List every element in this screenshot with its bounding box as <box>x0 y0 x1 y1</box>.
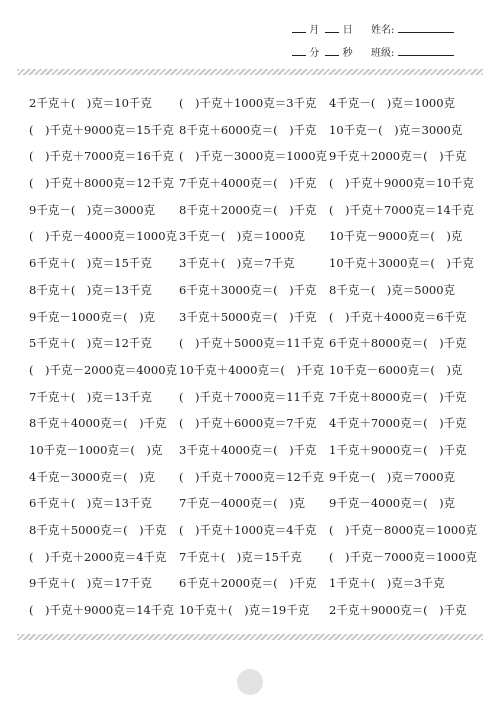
problem-item: 9千克－( )克＝7000克 <box>329 469 456 484</box>
problem-item: 8千克＋5000克＝( )千克 <box>29 523 167 537</box>
problem-item: 9千克－4000克＝( )克 <box>329 496 456 511</box>
day-blank[interactable] <box>325 22 339 33</box>
problem-item: 9千克＋( )克＝17千克 <box>29 576 152 591</box>
month-blank[interactable] <box>292 22 306 33</box>
date-line <box>292 21 353 36</box>
problem-item: 10千克－( )克＝3000克 <box>329 122 463 137</box>
problem-item: ( )千克＋9000克＝10千克 <box>329 176 474 191</box>
problem-item: 6千克＋3000克＝( )千克 <box>179 282 317 297</box>
name-line <box>371 21 454 36</box>
problem-item: ( )千克＋7000克＝16千克 <box>29 149 174 164</box>
problem-item: 8千克－( )克＝5000克 <box>329 282 456 297</box>
problem-item: 4千克＋7000克＝( )千克 <box>329 416 467 431</box>
problem-item: 4千克－3000克＝( )克 <box>29 469 156 484</box>
problem-item: 8千克＋( )克＝13千克 <box>29 282 152 297</box>
problem-grid <box>29 94 478 628</box>
problem-item: 8千克＋4000克＝( )千克 <box>29 416 167 431</box>
problem-item: 8千克＋6000克＝( )千克 <box>179 122 317 137</box>
name-label: 姓名: <box>371 25 395 36</box>
day-label: 日 <box>342 25 353 36</box>
name-blank[interactable] <box>398 22 454 33</box>
problem-item: 10千克＋3000克＝( )千克 <box>329 256 474 271</box>
problem-item: 7千克＋( )克＝13千克 <box>29 389 152 404</box>
problem-item: ( )千克－2000克＝4000克 <box>29 362 178 377</box>
second-blank[interactable] <box>325 45 339 56</box>
problem-item: 3千克－( )克＝1000克 <box>179 229 306 244</box>
problem-item: 7千克＋4000克＝( )千克 <box>179 176 317 191</box>
problem-item: 10千克－6000克＝( )克 <box>329 362 463 377</box>
problem-item: ( )千克－7000克＝1000克 <box>329 549 478 564</box>
problem-item: 7千克－4000克＝( )克 <box>179 496 306 511</box>
top-divider <box>17 69 483 75</box>
problem-item: ( )千克－3000克＝1000克 <box>179 149 328 164</box>
problem-item: 7千克＋( )克＝15千克 <box>179 549 302 564</box>
second-label: 秒 <box>342 48 353 59</box>
problem-item: 9千克＋2000克＝( )千克 <box>329 149 467 164</box>
problem-item: ( )千克＋7000克＝12千克 <box>179 469 324 484</box>
problem-item: 8千克＋2000克＝( )千克 <box>179 202 317 217</box>
time-line <box>292 44 353 59</box>
problem-item: ( )千克＋7000克＝14千克 <box>329 202 474 217</box>
problem-item: 3千克＋4000克＝( )千克 <box>179 442 317 457</box>
problem-item: 5千克＋( )克＝12千克 <box>29 336 152 351</box>
problem-item: 2千克＋9000克＝( )千克 <box>329 603 467 618</box>
problem-item: 2千克＋( )克＝10千克 <box>29 96 152 110</box>
problem-item: 6千克＋( )克＝15千克 <box>29 256 152 271</box>
problem-item: 9千克－1000克＝( )克 <box>29 309 156 324</box>
problem-item: 3千克＋( )克＝7千克 <box>179 256 295 271</box>
problem-item: ( )千克＋1000克＝3千克 <box>179 96 317 110</box>
problem-item: 3千克＋5000克＝( )千克 <box>179 309 317 324</box>
problem-item: 10千克＋( )克＝19千克 <box>179 603 310 618</box>
month-label: 月 <box>309 25 320 36</box>
problem-item: 10千克－9000克＝( )克 <box>329 229 463 244</box>
minute-label: 分 <box>309 48 320 59</box>
problem-item: 6千克＋( )克＝13千克 <box>29 496 152 511</box>
problem-item: 10千克－1000克＝( )克 <box>29 442 163 457</box>
problem-item: ( )千克＋1000克＝4千克 <box>179 523 317 537</box>
class-blank[interactable] <box>398 45 454 56</box>
problem-item: ( )千克＋9000克＝15千克 <box>29 122 174 137</box>
problem-item: 1千克＋9000克＝( )千克 <box>329 442 467 457</box>
problem-item: 9千克－( )克＝3000克 <box>29 202 156 217</box>
minute-blank[interactable] <box>292 45 306 56</box>
bottom-divider <box>17 634 483 640</box>
page-number-circle <box>237 669 263 695</box>
problem-item: ( )千克－8000克＝1000克 <box>329 523 478 537</box>
class-label: 班级: <box>371 48 395 59</box>
problem-item: ( )千克＋7000克＝11千克 <box>179 389 324 404</box>
problem-item: ( )千克＋6000克＝7千克 <box>179 416 317 431</box>
problem-item: ( )千克＋9000克＝14千克 <box>29 603 174 618</box>
problem-item: 10千克＋4000克＝( )千克 <box>179 362 324 377</box>
problem-item: ( )千克＋4000克＝6千克 <box>329 309 467 324</box>
problem-item: ( )千克＋5000克＝11千克 <box>179 336 324 351</box>
problem-item: 7千克＋8000克＝( )千克 <box>329 389 467 404</box>
problem-item: ( )千克＋2000克＝4千克 <box>29 549 167 564</box>
problem-item: 4千克－( )克＝1000克 <box>329 96 456 110</box>
class-line <box>371 44 454 59</box>
problem-item: 1千克＋( )克＝3千克 <box>329 576 445 591</box>
problem-item: 6千克＋2000克＝( )千克 <box>179 576 317 591</box>
problem-item: 6千克＋8000克＝( )千克 <box>329 336 467 351</box>
problem-item: ( )千克－4000克＝1000克 <box>29 229 178 244</box>
problem-item: ( )千克＋8000克＝12千克 <box>29 176 174 191</box>
